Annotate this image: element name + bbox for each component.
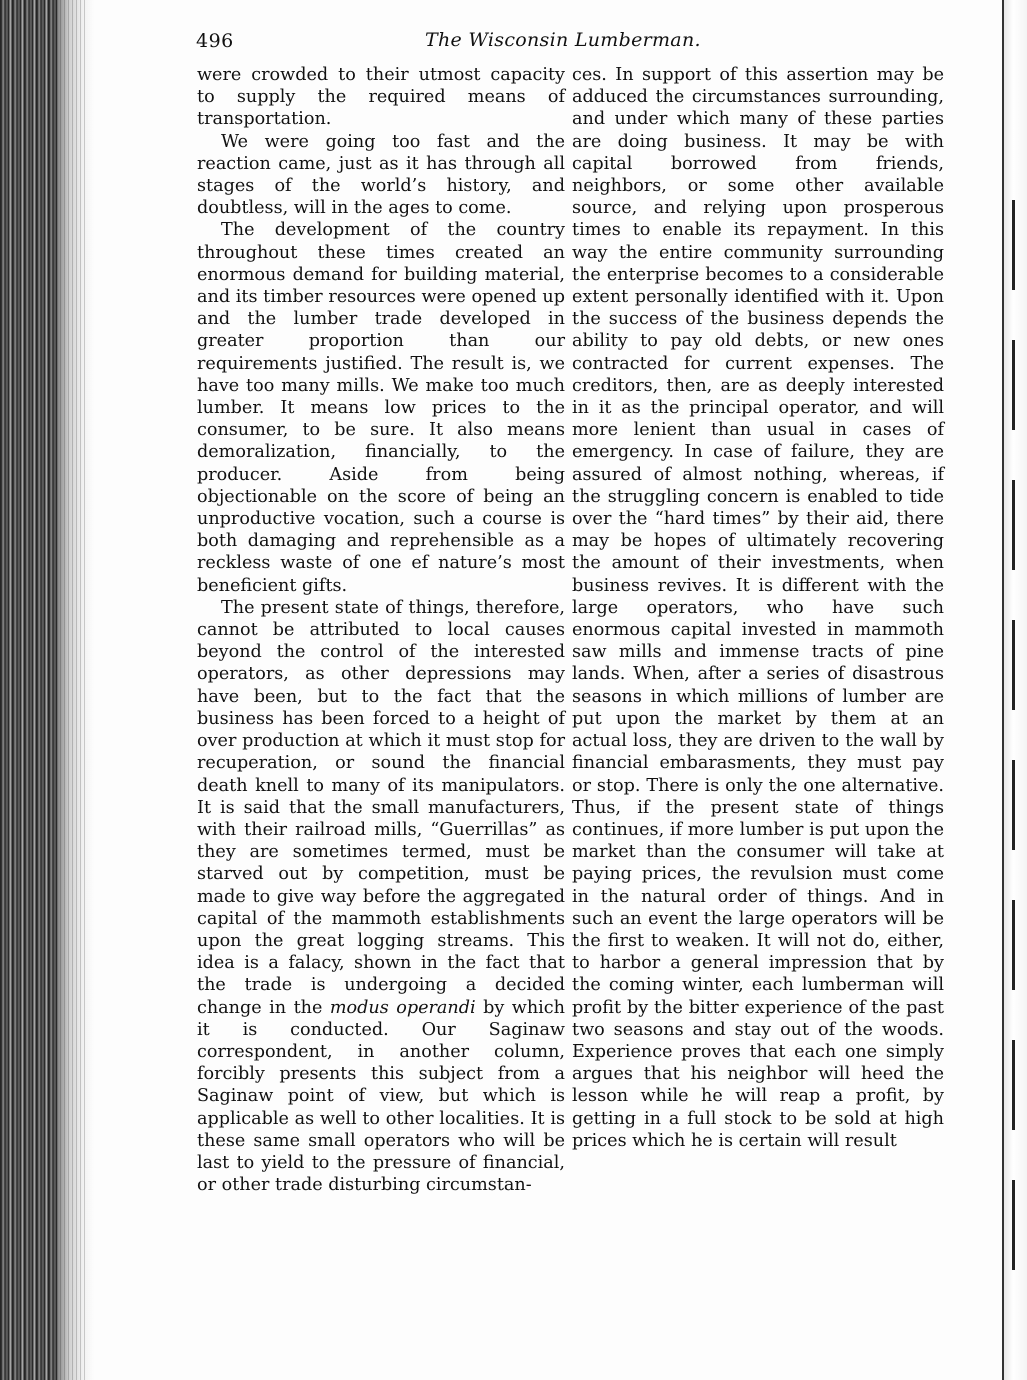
paragraph-text: The present state of things, therefore, cannot be attributed to local causes beyond the control of the interested operators, as other depressions may have been, but to the fact that the business has been forced to a height of over production at which it must stop for recuperation, or sound the financial death knell to many of its manipulators. It is said that the small manufacturers, with their railroad mills, “Guerrillas” as they are sometimes termed, must be starved out by competition, must be made to give way before the aggregated capital of the mammoth establishments upon the great logging streams. This idea is a falacy, shown in the fact that the trade is undergoing a decided change in the — [197, 597, 565, 1018]
running-title: The Wisconsin Lumberman. — [425, 29, 701, 51]
right-book-edge — [1004, 0, 1027, 1380]
left-column — [197, 64, 565, 1196]
page-number: 496 — [196, 30, 234, 52]
paragraph: We were going too fast and the reaction came, just as it has through all stages of the world’s history, and doubtless, will in the ages to come. — [197, 131, 565, 219]
paragraph: were crowded to their utmost capacity to supply the required means of transportation. — [197, 65, 565, 130]
page-header — [0, 22, 1000, 62]
italic-phrase: modus operandi — [329, 997, 476, 1018]
book-spine — [0, 0, 58, 1380]
paragraph: ces. In support of this assertion may be adduced the circumstances surrounding, and under which many of these parties are doing business. It may be with capital borrowed from friends, neighbors, or some other available source, and relying upon prosperous times to enable its repayment. In this way the entire community surrounding the enterprise becomes to a considerable extent personally identified with it. Upon the success of the business depends the ability to pay old debts, or new ones contracted for current expenses. The creditors, then, are as deeply interested in it as the principal operator, and will more lenient than usual in cases of emergency. In case of failure, they are assured of almost nothing, whereas, if the struggling concern is enabled to tide over the “hard times” by their aid, there may be hopes of ultimately recovering the amount of their investments, when business revives. It is different with the large operators, who have such enormous capital invested in mammoth saw mills and immense tracts of pine lands. When, after a series of disastrous seasons in which millions of lumber are put upon the market by them at an actual loss, they are driven to the wall by financial embarasments, they must pay or stop. There is only the one alternative. Thus, if the present state of things continues, if more lumber is put upon the market than the consumer will take at paying prices, the revulsion must come in the natural order of things. And in such an event the large operators will be the first to weaken. It will not do, either, to harbor a general impression that by the coming winter, each lumberman will profit by the bitter experience of the past two seasons and stay out of the woods. Experience proves that each one simply argues that his neighbor will heed the lesson while he will reap a profit, by getting in a full stock to be sold at high prices which he is certain will result — [572, 65, 944, 1151]
paragraph: The development of the country throughout these times created an enormous demand for building material, and its timber resources were opened up and the lumber trade developed in greater proportion than our requirements justified. The result is, we have too many mills. We make too much lumber. It means low prices to the consumer, to be sure. It also means demoralization, financially, to the producer. Aside from being objectionable on the score of being an unproductive vocation, such a course is both damaging and reprehensible as a reckless waste of one ef nature’s most beneficient gifts. — [197, 220, 565, 596]
right-column — [572, 64, 944, 1152]
gutter-page-edges — [60, 0, 86, 1380]
right-edge-marks — [1012, 200, 1015, 1300]
paragraph — [197, 597, 565, 1196]
paragraph-text: by which it is conducted. Our Saginaw correspondent, in another column, forcibly presents this subject from a Saginaw point of view, but which is applicable as well to other localities. It is these same small operators who will be last to yield to the pressure of financial, or other trade disturbing circumstan- — [197, 997, 565, 1196]
